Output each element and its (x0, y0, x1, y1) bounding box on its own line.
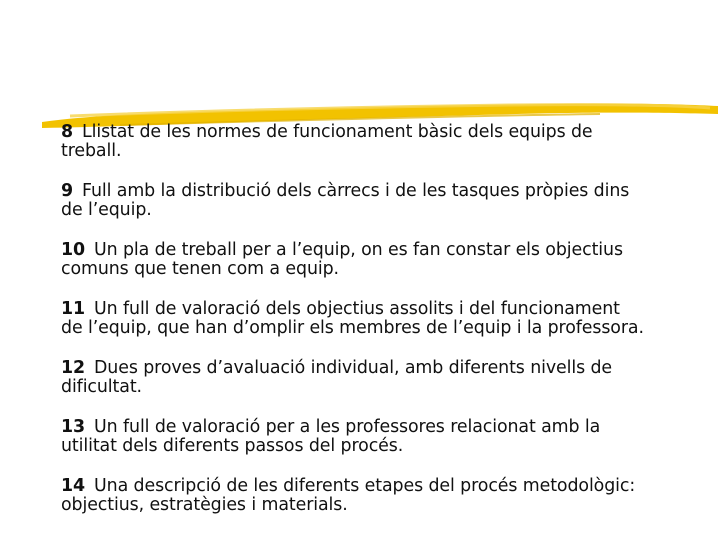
item-text-continued: dificultat. (61, 377, 142, 397)
item-number: 14 (61, 476, 86, 496)
item-text: Un full de valoració per a les professores relacionat amb la (94, 417, 601, 437)
list-item (61, 359, 701, 397)
list-item (61, 477, 701, 515)
item-text-continued: de l’equip, que han d’omplir els membres de l’equip i la professora. (61, 318, 644, 338)
list-item (61, 182, 701, 220)
item-text-continued: utilitat dels diferents passos del procés. (61, 436, 404, 456)
item-text: Llistat de les normes de funcionament bàsic dels equips de (82, 122, 593, 142)
item-list (61, 123, 701, 536)
list-item (61, 300, 701, 338)
item-number: 12 (61, 358, 86, 378)
item-text-continued: de l’equip. (61, 200, 152, 220)
item-number: 13 (61, 417, 86, 437)
list-item (61, 418, 701, 456)
item-number: 11 (61, 299, 86, 319)
item-text: Un full de valoració dels objectius assolits i del funcionament (94, 299, 620, 319)
list-item (61, 241, 701, 279)
item-text: Un pla de treball per a l’equip, on es fan constar els objectius (94, 240, 623, 260)
item-text: Una descripció de les diferents etapes del procés metodològic: (94, 476, 636, 496)
item-text-continued: treball. (61, 141, 122, 161)
item-number: 8 (61, 122, 74, 142)
item-number: 10 (61, 240, 86, 260)
list-item (61, 123, 701, 161)
item-text-continued: comuns que tenen com a equip. (61, 259, 339, 279)
item-text: Full amb la distribució dels càrrecs i de les tasques pròpies dins (82, 181, 630, 201)
item-text-continued: objectius, estratègies i materials. (61, 495, 348, 515)
item-number: 9 (61, 181, 74, 201)
item-text: Dues proves d’avaluació individual, amb diferents nivells de (94, 358, 613, 378)
